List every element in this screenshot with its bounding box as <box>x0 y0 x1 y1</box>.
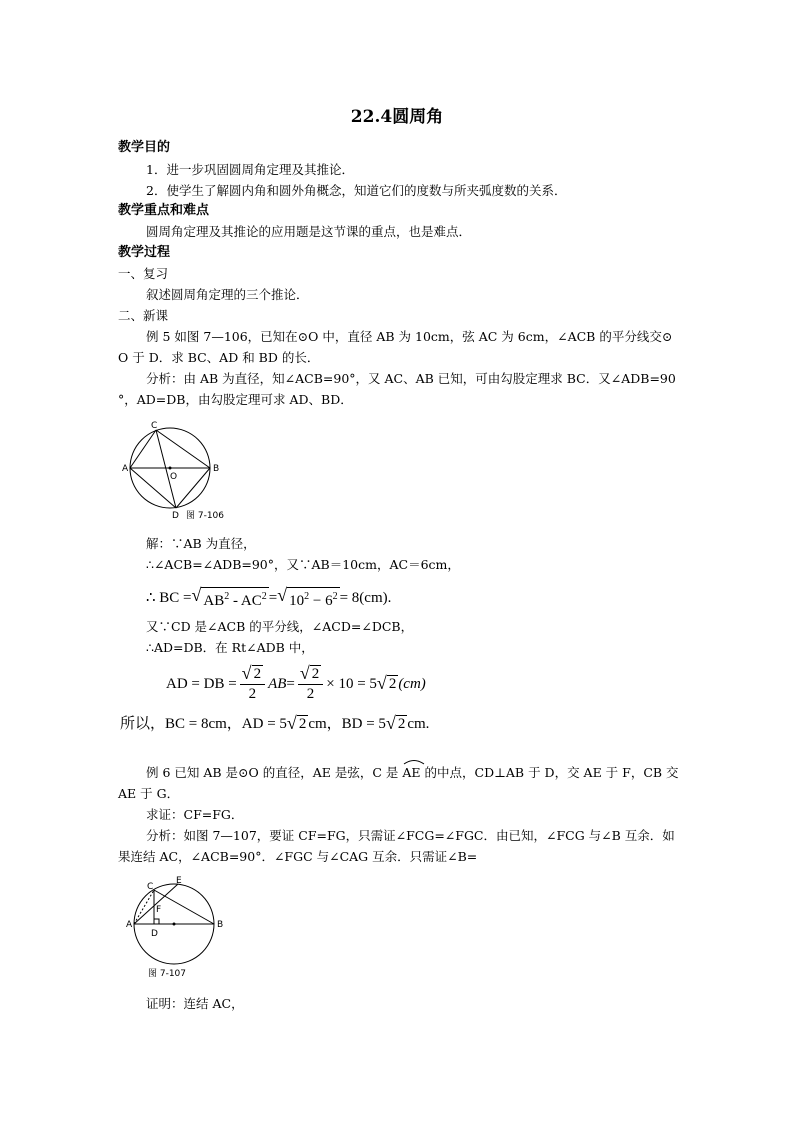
label-f: F <box>156 905 162 915</box>
analysis6-line2: 果连结 AC，∠ACB=90°．∠FGC 与∠CAG 互余．只需证∠B= <box>118 849 478 864</box>
heading-key-points: 教学重点和难点 <box>118 203 210 218</box>
page-title: 22.4圆周角 <box>350 107 444 127</box>
goal-1: 1．进一步巩固圆周角定理及其推论． <box>146 162 354 177</box>
label-b-2: B <box>217 920 224 930</box>
goal-2: 2．使学生了解圆内角和圆外角概念，知道它们的度数与所夹弧度数的关系． <box>146 183 567 198</box>
example6-line1: 例 6 已知 AB 是⊙O 的直径，AE 是弦，C 是 AE 的中点，CD⊥AB 于 D，交 AE 于 F，CB 交 <box>146 760 679 782</box>
dashed-ac <box>134 890 154 924</box>
arc-ae: AE <box>402 760 420 782</box>
sqrt-ab-ac: √ $AB^2 - AC^2$ <box>191 585 267 609</box>
figure-caption-106: 图 7-106 <box>186 511 225 521</box>
equation-result: 所以，BC = 8cm，AD = 5 √ 2 cm，BD = 5 √ 2 cm. <box>120 713 430 733</box>
solution5-line4: ∴AD=DB．在 Rt∠ADB 中， <box>146 640 314 655</box>
example5-line1: 例 5 如图 7—106，已知在⊙O 中，直径 AB 为 10cm，弦 AC 为 6cm，∠ACB 的平分线交⊙ <box>146 329 673 344</box>
figure-7-106 <box>120 418 250 522</box>
label-a-2: A <box>126 920 133 930</box>
label-b: B <box>213 464 220 474</box>
label-a: A <box>122 464 129 474</box>
fraction-sqrt2-over-2-b: √ 2 2 <box>298 664 323 703</box>
solution5-line1: 解：∵AB 为直径， <box>146 536 256 551</box>
figure-caption-107: 图 7-107 <box>148 969 187 979</box>
chord-ae <box>134 884 178 924</box>
figure-7-107 <box>124 874 234 982</box>
label-d-2: D <box>151 929 158 939</box>
heading-goals: 教学目的 <box>118 140 171 155</box>
section-review: 一、复习 <box>118 266 169 281</box>
prove-statement: 求证：CF=FG． <box>146 807 244 822</box>
equation-ad-db: AD = DB = √ 2 2 AB = √ 2 2 × 10 = 5 √ 2 (cm) <box>166 663 426 702</box>
center-point-2 <box>173 923 176 926</box>
sqrt-10-6: √ $10^2 - 6^2$ <box>277 585 338 609</box>
key-points-text: 圆周角定理及其推论的应用题是这节课的重点，也是难点． <box>146 224 472 239</box>
solution5-line2: ∴∠ACB=∠ADB=90°，又∵AB＝10cm，AC＝6cm， <box>146 557 460 572</box>
arc-mark <box>402 757 426 765</box>
analysis5-line1: 分析：由 AB 为直径，知∠ACB=90°，又 AC、AB 已知，可由勾股定理求 BC．又∠ADB=90 <box>146 371 676 386</box>
equation-bc: ∴ BC = √ $AB^2 - AC^2$ = √ $10^2 - 6^2$ = 8(cm). <box>146 585 392 609</box>
label-d: D <box>172 511 179 521</box>
label-c-2: C <box>147 882 154 892</box>
heading-process: 教学过程 <box>118 245 171 260</box>
label-e: E <box>176 876 182 886</box>
analysis6-line1: 分析：如图 7—107，要证 CF=FG，只需证∠FCG=∠FGC．由已知，∠FCG 与∠B 互余．如 <box>146 828 675 843</box>
solution5-line3: 又∵CD 是∠ACB 的平分线，∠ACD=∠DCB， <box>146 619 414 634</box>
label-o: O <box>170 472 178 482</box>
section-new-lesson: 二、新课 <box>118 308 169 323</box>
analysis5-line2: °，AD=DB，由勾股定理可求 AD、BD． <box>118 392 353 407</box>
review-text: 叙述圆周角定理的三个推论． <box>146 287 309 302</box>
example5-line2: O 于 D．求 BC、AD 和 BD 的长． <box>118 350 320 365</box>
example6-line2: AE 于 G． <box>118 786 180 801</box>
label-c: C <box>151 421 158 431</box>
center-point <box>169 467 172 470</box>
proof-line1: 证明：连结 AC， <box>146 996 244 1011</box>
fraction-sqrt2-over-2-a: √ 2 2 <box>240 664 265 703</box>
chord-cb-2 <box>154 890 214 924</box>
chord-ac <box>130 430 156 468</box>
right-angle-mark <box>154 919 159 924</box>
